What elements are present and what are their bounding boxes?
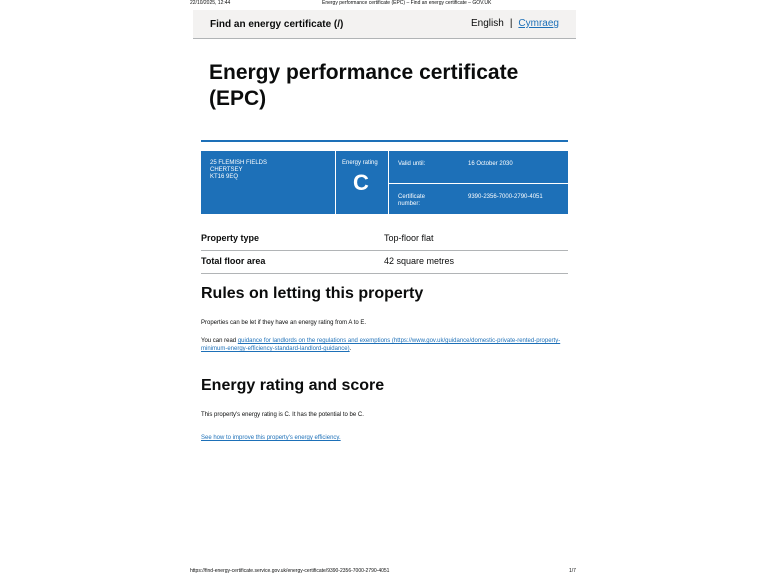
summary-row-property-type xyxy=(201,228,568,251)
print-footer xyxy=(0,568,768,576)
summary-value: Top-floor flat xyxy=(384,233,434,243)
lang-english: English xyxy=(471,18,504,29)
summary-key: Total floor area xyxy=(201,256,266,266)
address-line: CHERTSEY xyxy=(210,167,243,173)
address-line: 25 FLEMISH FIELDS xyxy=(210,160,268,166)
property-address xyxy=(210,160,267,181)
valid-until-label: Valid until: xyxy=(398,161,426,167)
improve-efficiency-link[interactable]: See how to improve this property's energy efficiency. xyxy=(201,435,341,441)
service-header xyxy=(193,10,576,39)
print-header xyxy=(0,0,768,8)
energy-rating-label: Energy rating xyxy=(342,160,378,166)
rules-heading: Rules on letting this property xyxy=(201,285,424,302)
heading-divider xyxy=(201,140,568,142)
rules-paragraph: Properties can be let if they have an energy rating from A to E. xyxy=(201,320,367,326)
print-page-title: Energy performance certificate (EPC) – Find an energy certificate – GOV.UK xyxy=(322,0,492,6)
lang-welsh-link[interactable]: Cymraeg xyxy=(518,18,559,29)
guidance-suffix: . xyxy=(349,346,352,352)
energy-rating-heading: Energy rating and score xyxy=(201,377,385,394)
summary-row-floor-area xyxy=(201,251,568,274)
page-title: Energy performance certificate (EPC) xyxy=(209,61,519,110)
energy-rating-letter: C xyxy=(353,170,369,195)
summary-value: 42 square metres xyxy=(384,256,455,266)
energy-rating-paragraph: This property's energy rating is C. It has the potential to be C. xyxy=(201,412,364,418)
lang-separator: | xyxy=(509,18,513,29)
print-page-number: 1/7 xyxy=(569,568,576,574)
address-line: KT16 9EQ xyxy=(210,174,239,180)
certificate-summary-panel xyxy=(201,151,568,214)
print-url: https://find-energy-certificate.service.gov.uk/energy-certificate/9390-2356-7000-2790-4051 xyxy=(190,568,390,574)
print-datetime: 22/10/2025, 12:44 xyxy=(190,0,231,6)
certificate-number-label: Certificate number: xyxy=(398,194,426,207)
landlord-guidance-link[interactable]: guidance for landlords on the regulations and exemptions (https://www.gov.uk/guidance/domestic-private-rented-property-minimum-energy-efficiency-standard-landlord-guidance) xyxy=(201,338,561,352)
guidance-prefix: You can read xyxy=(201,338,238,344)
language-switcher xyxy=(471,18,559,29)
panel-divider xyxy=(389,183,568,184)
panel-divider xyxy=(335,151,336,214)
rules-guidance-paragraph xyxy=(201,337,561,353)
valid-until-value: 16 October 2030 xyxy=(468,161,513,167)
service-name-link[interactable]: Find an energy certificate (/) xyxy=(210,19,344,30)
summary-key: Property type xyxy=(201,233,260,243)
certificate-number-value: 9390-2356-7000-2790-4051 xyxy=(468,194,543,200)
